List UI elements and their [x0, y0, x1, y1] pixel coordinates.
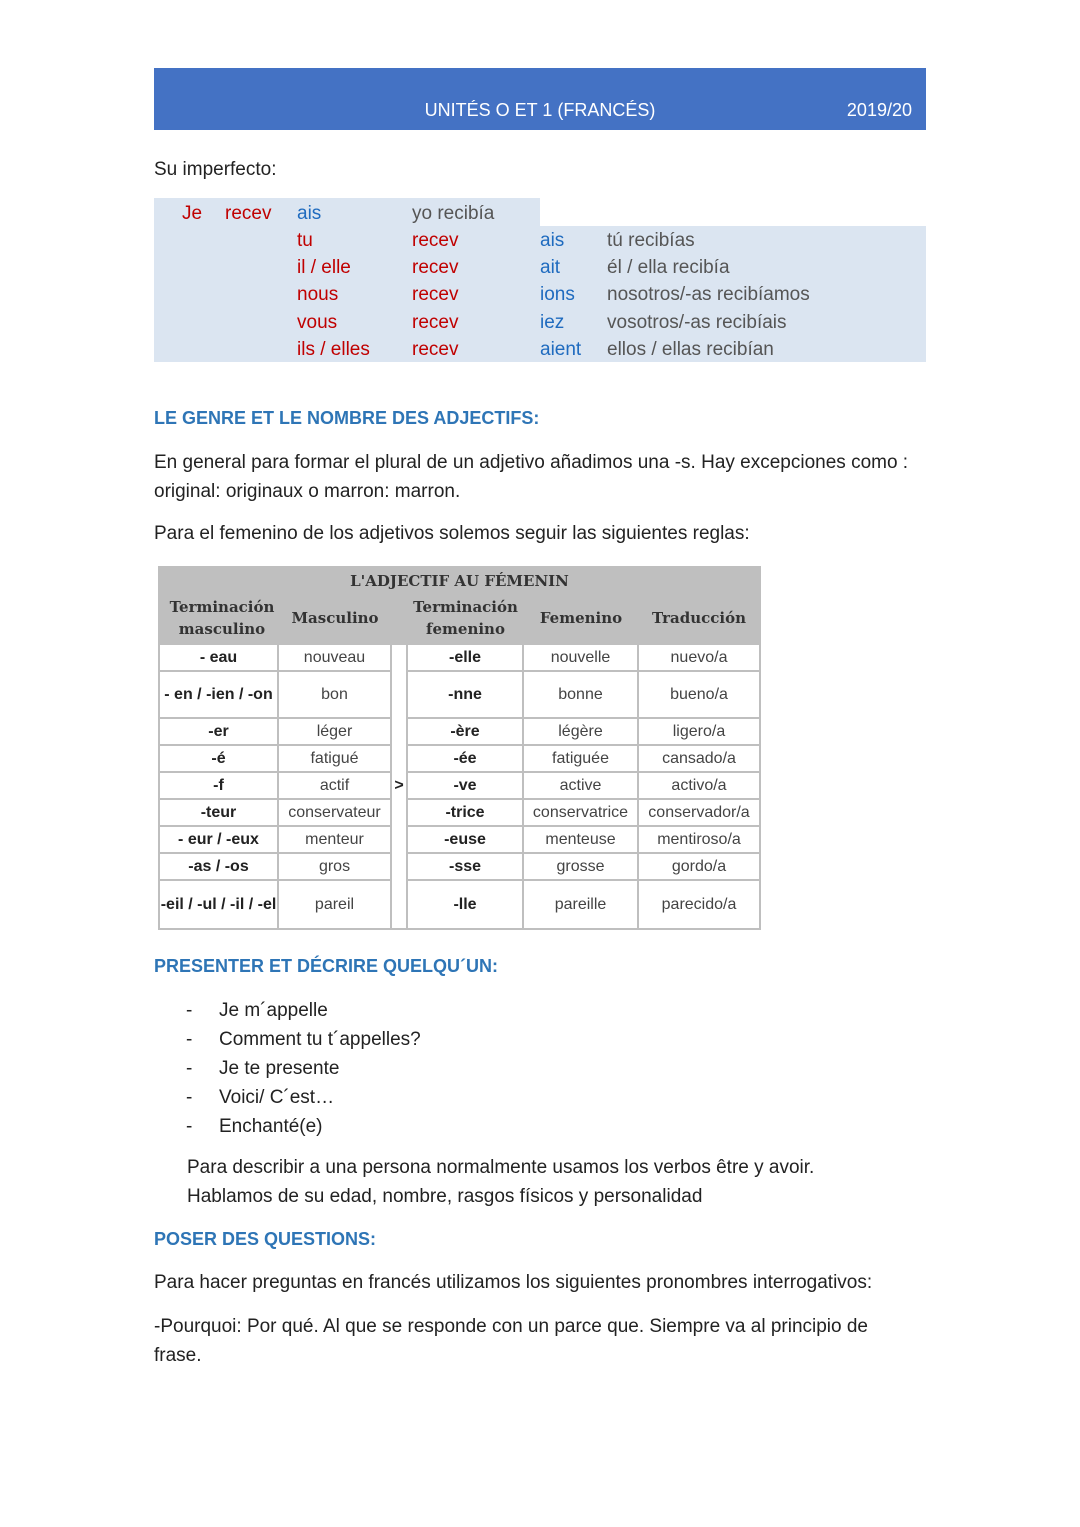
cell-masc-ending: - en / -ien / -on	[164, 686, 273, 703]
conj-ending: ait	[540, 257, 561, 278]
cell-fem-ending: -sse	[448, 857, 482, 875]
conj-pronoun: nous	[297, 284, 339, 305]
conj-pronoun: vous	[297, 312, 338, 333]
cell-translation: parecido/a	[661, 895, 737, 913]
list-item	[186, 996, 421, 1025]
conj-translation: nosotros/-as recibíamos	[607, 284, 810, 305]
cell-feminine: menteuse	[545, 830, 616, 848]
cell-masc-ending: -é	[211, 749, 226, 767]
list-item-text: Je te presente	[219, 1058, 340, 1079]
list-item	[186, 1054, 421, 1083]
conj-ending: iez	[540, 312, 565, 333]
presenter-heading: PRESENTER ET DÉCRIRE QUELQU´UN:	[154, 956, 499, 976]
cell-masculine: actif	[319, 776, 350, 794]
cell-masculine: pareil	[314, 895, 355, 913]
conj-pronoun: tu	[297, 230, 313, 251]
questions-heading: POSER DES QUESTIONS:	[154, 1229, 377, 1249]
cell-translation: mentiroso/a	[657, 830, 741, 848]
table-title: L'ADJECTIF AU FÉMENIN	[350, 572, 569, 590]
cell-fem-ending: -nne	[448, 685, 482, 703]
presenter-paragraph: Para describir a una persona normalmente usamos los verbos être y avoir. Hablamos de su edad, nombre, rasgos físicos y personalidad	[187, 1157, 815, 1207]
table-header-cell: Masculino	[291, 609, 379, 627]
cell-masculine: conservateur	[288, 803, 381, 821]
cell-translation: bueno/a	[670, 685, 728, 703]
list-item	[186, 1112, 421, 1141]
grid-line	[759, 566, 761, 930]
cell-masculine: bon	[321, 685, 348, 703]
cell-masc-ending: -f	[213, 776, 224, 794]
cell-feminine: active	[559, 776, 602, 794]
cell-feminine: fatiguée	[552, 749, 609, 767]
cell-translation: cansado/a	[662, 749, 736, 767]
cell-masculine: léger	[316, 722, 353, 740]
bullet-dash: -	[186, 1000, 193, 1021]
questions-paragraph-2: -Pourquoi: Por qué. Al que se responde con un parce que. Siempre va al principio de frase.	[154, 1316, 869, 1366]
cell-fem-ending: -lle	[453, 895, 477, 913]
cell-fem-ending: -trice	[445, 803, 485, 821]
bullet-dash: -	[186, 1058, 193, 1079]
grid-line	[158, 928, 761, 930]
conj-stem: recev	[412, 312, 459, 333]
list-item-text: Je m´appelle	[219, 1000, 328, 1021]
cell-feminine: nouvelle	[550, 648, 611, 666]
conj-ending: ions	[540, 284, 575, 305]
cell-translation: conservador/a	[648, 803, 750, 821]
list-item	[186, 1083, 421, 1112]
cell-feminine: bonne	[558, 685, 603, 703]
arrow-icon: >	[394, 776, 404, 794]
conj-first-ending: ais	[297, 203, 322, 224]
table-header-cell: Terminación masculino	[169, 598, 275, 638]
header-title: UNITÉS O ET 1 (FRANCÉS)	[424, 100, 656, 120]
cell-masc-ending: -teur	[200, 803, 237, 821]
cell-translation: ligero/a	[672, 722, 726, 740]
conj-stem: recev	[412, 339, 459, 360]
cell-translation: activo/a	[671, 776, 727, 794]
cell-fem-ending: -elle	[448, 648, 481, 666]
cell-masculine: fatigué	[310, 749, 359, 767]
bullet-dash: -	[186, 1087, 193, 1108]
adjectives-paragraph-1: En general para formar el plural de un adjetivo añadimos una -s. Hay excepciones como : original: originaux o marron: marron.	[154, 452, 909, 502]
conj-translation: vosotros/-as recibíais	[607, 312, 787, 333]
cell-masc-ending: -as / -os	[188, 857, 249, 875]
adjectives-heading: LE GENRE ET LE NOMBRE DES ADJECTIFS:	[154, 408, 540, 428]
cell-feminine: conservatrice	[532, 803, 629, 821]
cell-masculine: menteur	[305, 830, 364, 848]
bullet-dash: -	[186, 1029, 193, 1050]
cell-masc-ending: -eil / -ul / -il / -el	[160, 896, 277, 913]
cell-translation: gordo/a	[671, 857, 727, 875]
cell-masculine: nouveau	[303, 648, 366, 666]
conj-ending: aient	[540, 339, 582, 360]
cell-fem-ending: -ée	[453, 749, 477, 767]
page-header	[154, 68, 926, 130]
bullet-dash: -	[186, 1116, 193, 1137]
list-item-text: Comment tu t´appelles?	[219, 1029, 421, 1050]
conj-pronoun: il / elle	[297, 257, 351, 278]
list-item	[186, 1025, 421, 1054]
cell-masc-ending: -er	[208, 722, 229, 740]
conj-first-pronoun: Je	[182, 203, 203, 224]
conj-stem: recev	[412, 257, 459, 278]
conj-ending: ais	[540, 230, 565, 251]
cell-feminine: pareille	[554, 895, 607, 913]
list-item-text: Voici/ C´est…	[219, 1087, 335, 1108]
cell-fem-ending: -ve	[453, 776, 477, 794]
cell-fem-ending: -ère	[450, 722, 480, 740]
conj-first-stem: recev	[225, 203, 272, 224]
adjectives-paragraph-2: Para el femenino de los adjetivos solemos seguir las siguientes reglas:	[154, 523, 750, 544]
conj-pronoun: ils / elles	[297, 339, 370, 360]
cell-masc-ending: - eur / -eux	[178, 830, 259, 848]
cell-masculine: gros	[318, 857, 351, 875]
conj-translation: él / ella recibía	[607, 257, 730, 278]
conj-stem: recev	[412, 230, 459, 251]
conj-translation: tú recibías	[607, 230, 695, 251]
conj-translation: ellos / ellas recibían	[607, 339, 774, 360]
list-item-text: Enchanté(e)	[219, 1116, 323, 1137]
cell-fem-ending: -euse	[444, 830, 486, 848]
cell-translation: nuevo/a	[670, 648, 728, 666]
conj-stem: recev	[412, 284, 459, 305]
table-header-cell: Traducción	[652, 609, 746, 627]
phrases-list	[186, 996, 421, 1141]
cell-feminine: légère	[558, 722, 603, 740]
table-header-cell: Femenino	[539, 609, 623, 627]
conj-first-translation: yo recibía	[412, 203, 495, 224]
cell-masc-ending: - eau	[199, 648, 238, 666]
header-year: 2019/20	[846, 100, 912, 120]
cell-feminine: grosse	[556, 857, 605, 875]
imperfect-label: Su imperfecto:	[154, 159, 277, 180]
questions-paragraph-1: Para hacer preguntas en francés utilizamos los siguientes pronombres interrogativos:	[154, 1272, 873, 1293]
table-header-cell: Terminación femenino	[413, 598, 518, 638]
feminine-adjective-table	[158, 566, 761, 930]
